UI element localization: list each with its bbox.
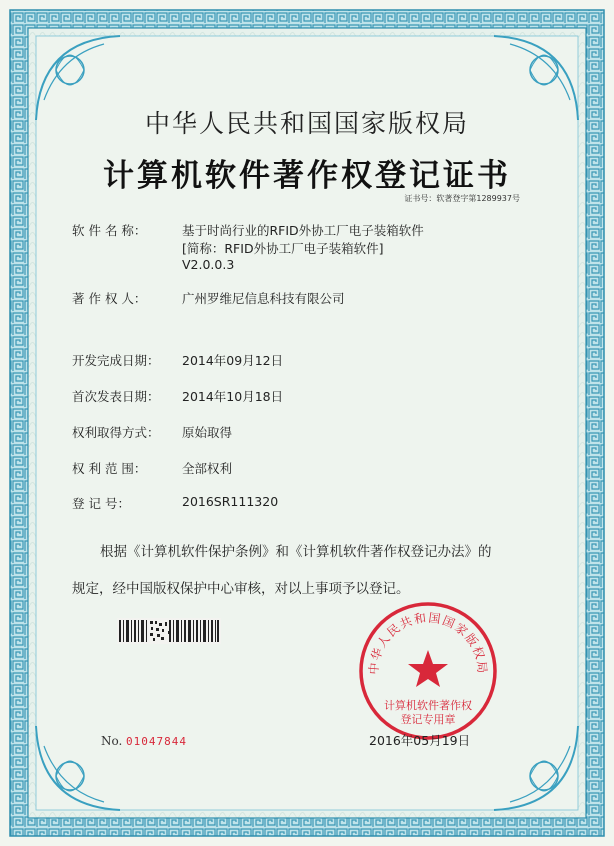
field-value-version: V2.0.0.3: [182, 257, 235, 272]
field-value: 2014年09月12日: [182, 353, 284, 368]
certificate-number: 证书号：软著登字第1289937号: [404, 194, 520, 203]
issuing-authority: 中华人民共和国国家版权局: [144, 109, 469, 138]
field-value: 2014年10月18日: [182, 389, 284, 404]
field-label: 软 件 名 称：: [72, 223, 147, 238]
field-development-date: [72, 351, 284, 369]
issue-date: 2016年05月19日: [369, 733, 471, 748]
statement-line-1: 根据《计算机软件保护条例》和《计算机软件著作权登记办法》的: [100, 544, 492, 560]
seal-text-line-2: 登记专用章: [400, 713, 456, 726]
seal-text-line-1: 计算机软件著作权: [384, 699, 472, 712]
field-label: 权利取得方式：: [72, 425, 160, 440]
field-value: 原始取得: [182, 425, 233, 440]
field-software-name: [72, 221, 424, 272]
serial-number: 01047844: [126, 735, 187, 748]
statement-line-2: 规定，经中国版权保护中心审核，对以上事项予以登记。: [72, 581, 410, 597]
barcode-icon: [117, 618, 221, 644]
field-value: 广州罗维尼信息科技有限公司: [182, 291, 345, 306]
star-icon: [408, 650, 448, 687]
field-label: 权 利 范 围：: [72, 461, 147, 476]
field-copyright-owner: [72, 289, 345, 307]
field-acquisition: [72, 423, 233, 441]
field-scope: [72, 459, 233, 477]
field-label: 著 作 权 人：: [72, 291, 147, 306]
field-label: 登 记 号：: [72, 496, 130, 511]
field-label: 开发完成日期：: [72, 353, 160, 368]
field-value: 2016SR111320: [182, 494, 279, 509]
field-value: 全部权利: [182, 461, 233, 476]
field-publish-date: [72, 387, 284, 405]
field-label: 首次发表日期：: [72, 389, 160, 404]
field-value: 基于时尚行业的RFID外协工厂电子装箱软件: [182, 223, 424, 238]
field-registration-no: [72, 494, 279, 512]
serial-label: No.: [101, 734, 123, 748]
certificate-title: 计算机软件著作权登记证书: [103, 158, 511, 194]
seal-ring-text: 中华人民共和国国家版权局: [366, 610, 490, 676]
field-value-short: [简称：RFID外协工厂电子装箱软件]: [182, 241, 384, 256]
